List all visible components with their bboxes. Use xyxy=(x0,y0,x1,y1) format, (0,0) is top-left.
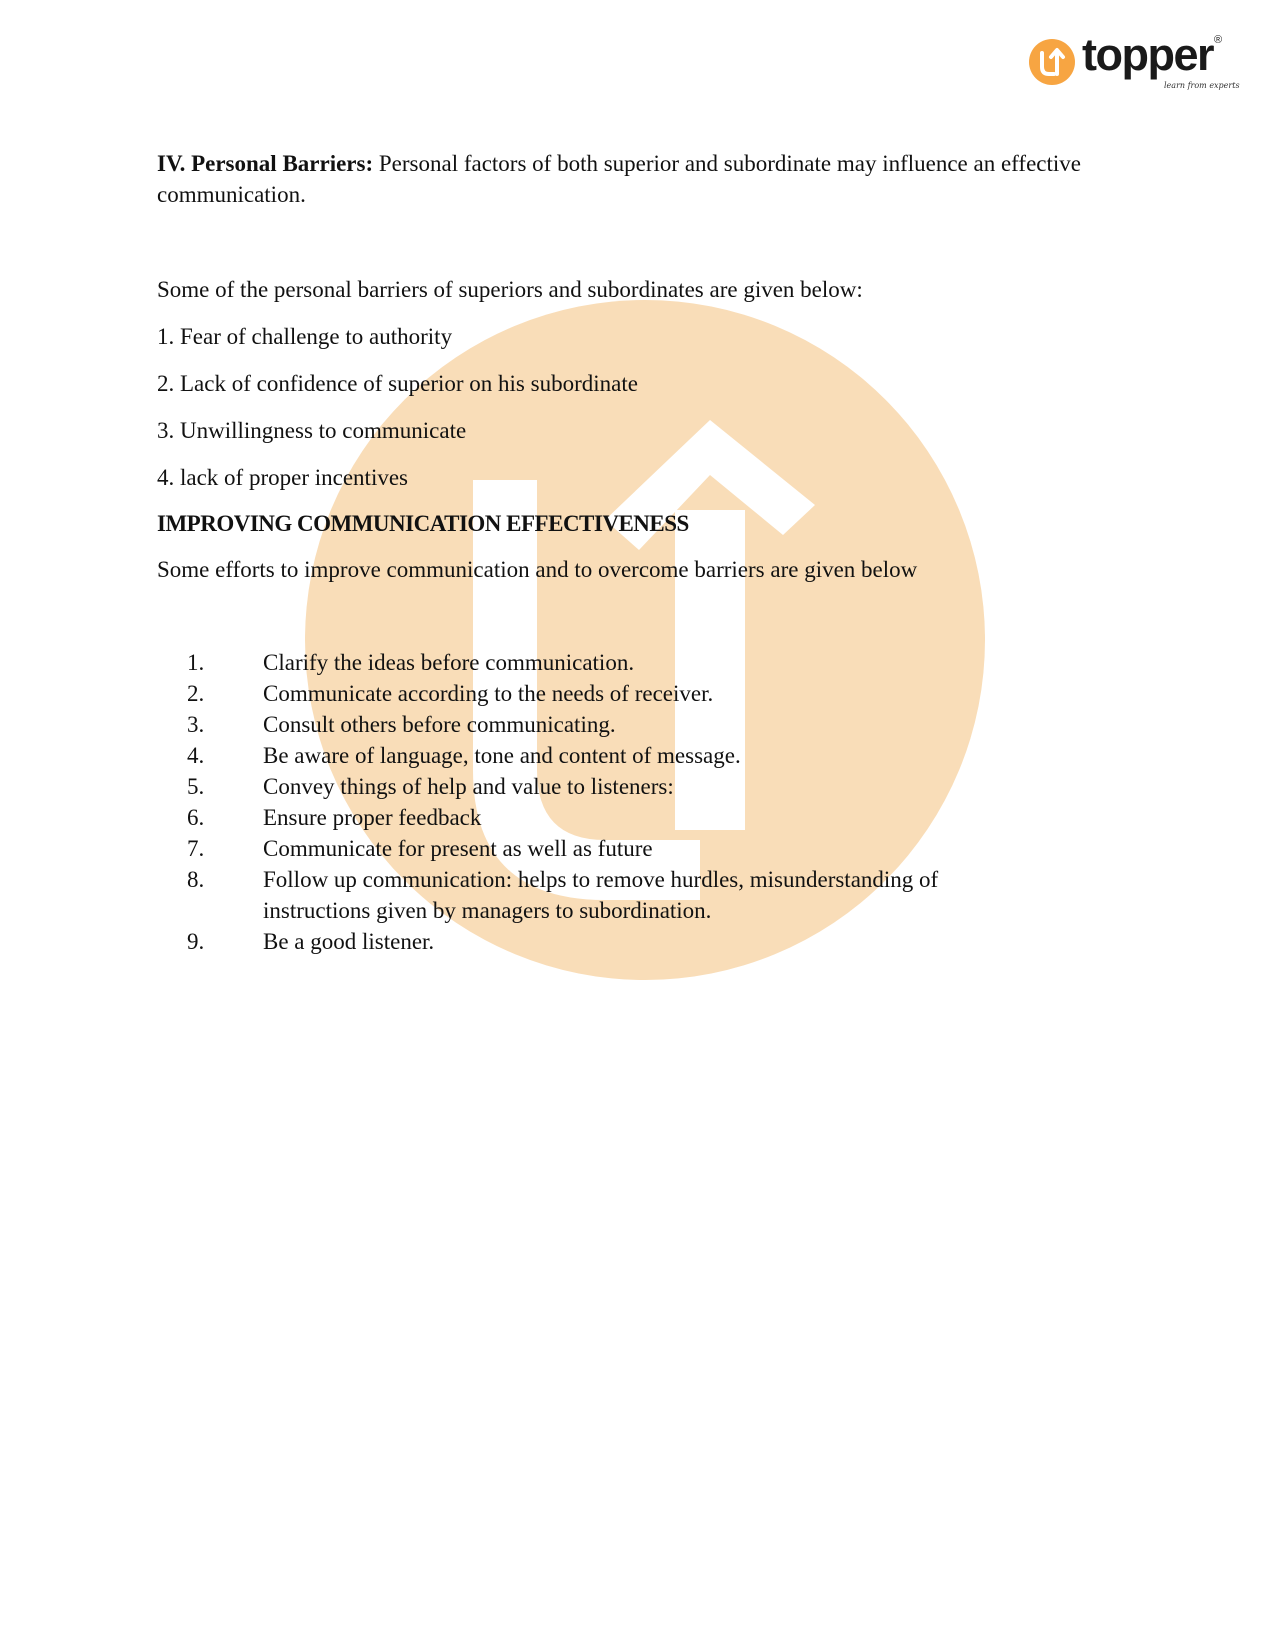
barriers-list xyxy=(157,321,1097,493)
item-number: 7. xyxy=(187,836,205,861)
list-item: 4. lack of proper incentives xyxy=(157,465,408,490)
list-item xyxy=(157,864,1097,926)
item-text: Follow up communication: helps to remove hurdles, misunderstanding of instructions given by managers to subordination. xyxy=(263,867,939,923)
item-number: 1. xyxy=(187,650,205,675)
list-item: 3. Unwillingness to communicate xyxy=(157,418,467,443)
item-number: 6. xyxy=(187,805,205,830)
list-item: 2. Lack of confidence of superior on his subordinate xyxy=(157,371,638,396)
item-number: 5. xyxy=(187,774,205,799)
item-number: 8. xyxy=(187,867,205,892)
item-text: Be a good listener. xyxy=(263,929,435,954)
item-number: 9. xyxy=(187,929,205,954)
efforts-list xyxy=(157,647,1097,957)
item-text: Communicate according to the needs of receiver. xyxy=(263,681,714,706)
personal-barriers-intro xyxy=(157,148,1097,210)
list-item: 1. Fear of challenge to authority xyxy=(157,324,453,349)
topper-logo xyxy=(1028,29,1240,98)
item-number: 2. xyxy=(187,681,205,706)
section-title: IV. Personal Barriers: xyxy=(157,151,374,176)
item-text: Convey things of help and value to listeners: xyxy=(263,774,674,799)
item-number: 3. xyxy=(187,712,205,737)
efforts-lead: Some efforts to improve communication and to overcome barriers are given below xyxy=(157,557,918,582)
intro-paragraph xyxy=(157,148,1097,210)
item-text: Consult others before communicating. xyxy=(263,712,616,737)
list-item xyxy=(157,833,1097,864)
document-body xyxy=(157,148,1097,957)
item-number: 4. xyxy=(187,743,205,768)
item-text: Communicate for present as well as future xyxy=(263,836,653,861)
registered-mark: ® xyxy=(1214,34,1223,46)
item-text: Be aware of language, tone and content of message. xyxy=(263,743,741,768)
list-item xyxy=(157,926,1097,957)
list-item xyxy=(157,647,1097,678)
topper-badge-icon xyxy=(1028,38,1076,86)
item-text: Clarify the ideas before communication. xyxy=(263,650,635,675)
list-item xyxy=(157,802,1097,833)
list-item xyxy=(157,678,1097,709)
topper-tagline: learn from experts xyxy=(1164,81,1240,90)
item-text: Ensure proper feedback xyxy=(263,805,482,830)
section-heading: IMPROVING COMMUNICATION EFFECTIVENESS xyxy=(157,511,689,536)
list-item xyxy=(157,709,1097,740)
list-item xyxy=(157,771,1097,802)
topper-wordmark: topper xyxy=(1082,29,1213,80)
list-item xyxy=(157,740,1097,771)
barriers-lead: Some of the personal barriers of superiors and subordinates are given below: xyxy=(157,277,863,302)
section-text: Personal factors of both superior and subordinate may influence an effective communication. xyxy=(157,151,1081,207)
